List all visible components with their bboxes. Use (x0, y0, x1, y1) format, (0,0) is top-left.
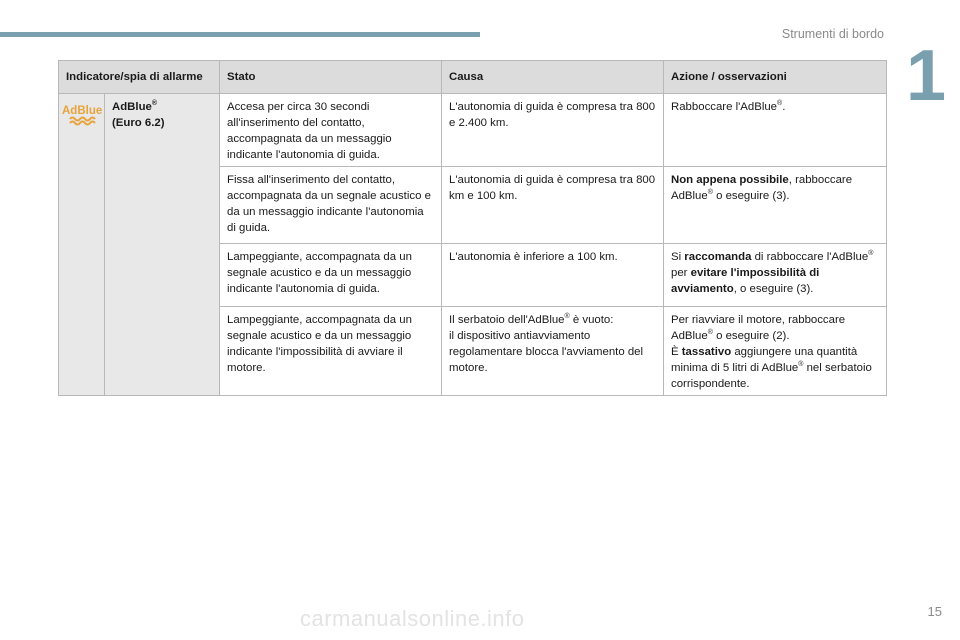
page-number: 15 (927, 604, 942, 619)
header-indicator: Indicatore/spia di allarme (59, 61, 220, 94)
action-cell: Per riavviare il motore, rabboccare AdBlue® o eseguire (2). È tassativo aggiungere una quantità minima di 5 litri di AdBlue® nel serbatoio corrispondente. (664, 307, 887, 396)
indicator-name: AdBlue (112, 101, 152, 113)
cause-cell: L'autonomia di guida è compresa tra 800 km e 100 km. (442, 167, 664, 244)
action-cell: Rabboccare l'AdBlue®. (664, 94, 887, 167)
action-cell: Si raccomanda di rabboccare l'AdBlue® per evitare l'impossibilità di avviamento, o eseguire (3). (664, 244, 887, 307)
action-cell: Non appena possibile, rabboccare AdBlue® o eseguire (3). (664, 167, 887, 244)
icon-cell (59, 94, 105, 396)
cause-cell: Il serbatoio dell'AdBlue® è vuoto: il dispositivo antiavviamento regolamentare blocca l'avviamento del motore. (442, 307, 664, 396)
adblue-icon (62, 102, 102, 128)
header-bar (0, 32, 480, 37)
section-title: Strumenti di bordo (781, 27, 884, 41)
header-cause: Causa (442, 61, 664, 94)
indicator-version: (Euro 6.2) (112, 117, 165, 129)
header-state: Stato (220, 61, 442, 94)
table-row (59, 94, 887, 167)
state-cell: Accesa per circa 30 secondi all'inserimento del contatto, accompagnata da un messaggio indicante l'autonomia di guida. (220, 94, 442, 167)
indicator-name-cell: AdBlue® (Euro 6.2) (105, 94, 220, 396)
chapter-number: 1 (905, 36, 946, 116)
svg-text:AdBlue: AdBlue (62, 105, 102, 117)
cause-cell: L'autonomia è inferiore a 100 km. (442, 244, 664, 307)
state-cell: Lampeggiante, accompagnata da un segnale acustico e da un messaggio indicante l'impossibilità di avviare il motore. (220, 307, 442, 396)
table-header-row (59, 61, 887, 94)
header-action: Azione / osservazioni (664, 61, 887, 94)
warning-lamps-table (58, 60, 887, 396)
state-cell: Fissa all'inserimento del contatto, accompagnata da un segnale acustico e da un messaggio indicante l'autonomia di guida. (220, 167, 442, 244)
watermark: carmanualsonline.info (300, 606, 525, 631)
state-cell: Lampeggiante, accompagnata da un segnale acustico e da un messaggio indicante l'autonomia di guida. (220, 244, 442, 307)
cause-cell: L'autonomia di guida è compresa tra 800 e 2.400 km. (442, 94, 664, 167)
